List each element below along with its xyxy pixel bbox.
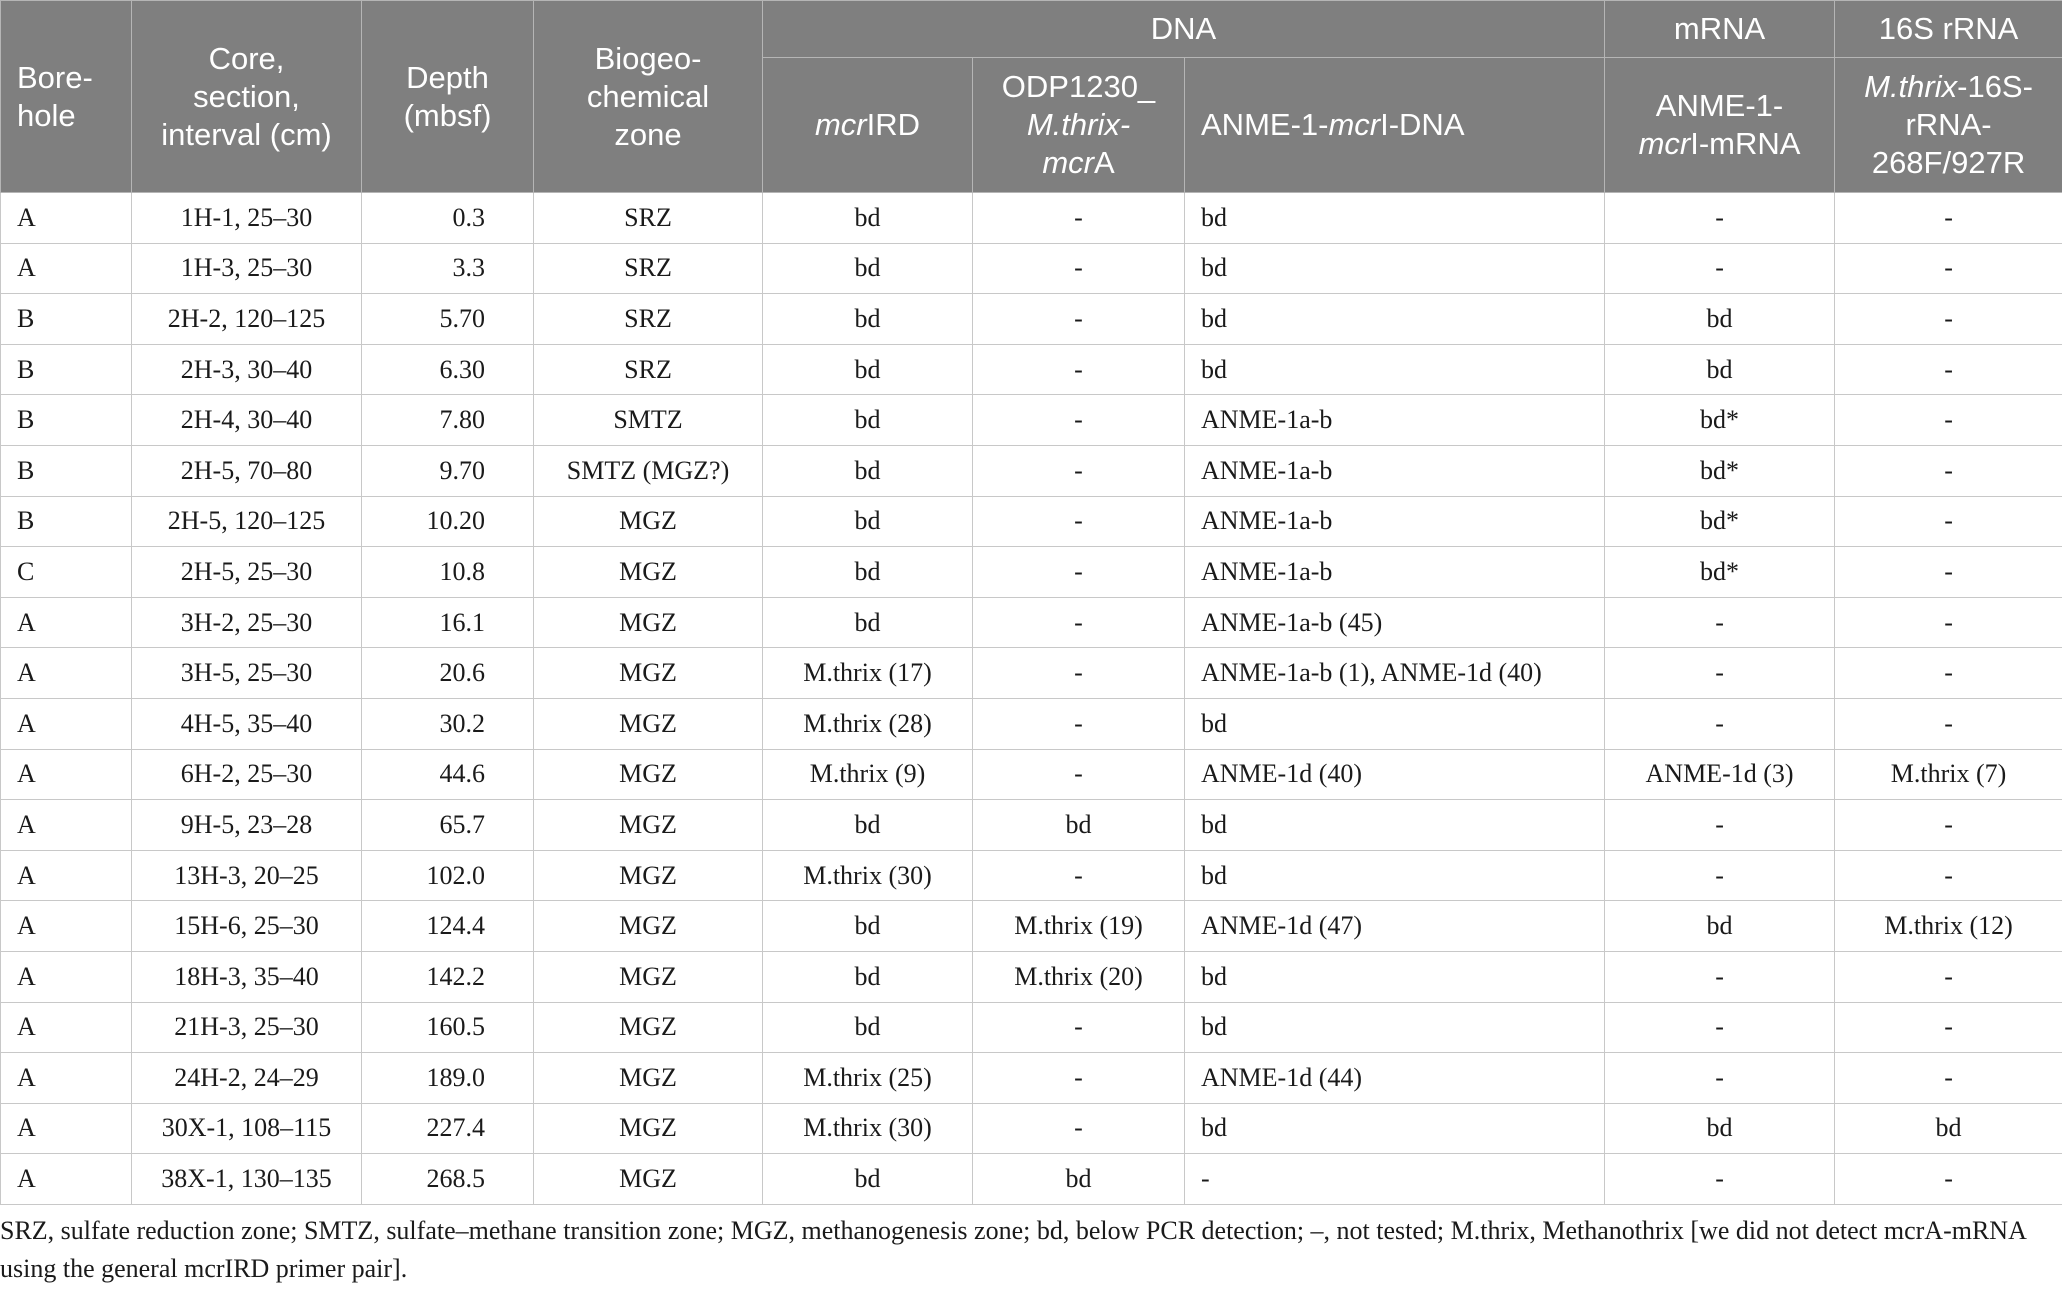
- cell-zone: MGZ: [534, 1154, 763, 1205]
- cell-mcrird: bd: [763, 344, 973, 395]
- cell-borehole: B: [1, 496, 132, 547]
- cell-borehole: B: [1, 344, 132, 395]
- cell-mthrix-16s-rrna: M.thrix (7): [1835, 749, 2062, 800]
- cell-mcrird: M.thrix (25): [763, 1053, 973, 1104]
- table-row: [1, 193, 2062, 244]
- table-row: [1, 698, 2062, 749]
- cell-borehole: A: [1, 597, 132, 648]
- header-odp1230-mthrix-mcra: ODP1230_ M.thrix- mcrA: [973, 58, 1185, 193]
- table-row: [1, 597, 2062, 648]
- cell-depth: 10.8: [362, 547, 534, 598]
- cell-zone: SRZ: [534, 344, 763, 395]
- table-row: [1, 547, 2062, 598]
- cell-mthrix-16s-rrna: -: [1835, 243, 2062, 294]
- table-row: [1, 1154, 2062, 1205]
- cell-mcrird: bd: [763, 901, 973, 952]
- cell-mthrix-16s-rrna: -: [1835, 648, 2062, 699]
- cell-borehole: A: [1, 850, 132, 901]
- cell-anme-mcri-mrna: -: [1605, 800, 1835, 851]
- cell-depth: 7.80: [362, 395, 534, 446]
- cell-mthrix-16s-rrna: -: [1835, 597, 2062, 648]
- cell-borehole: A: [1, 243, 132, 294]
- cell-borehole: A: [1, 800, 132, 851]
- cell-mthrix-16s-rrna: -: [1835, 344, 2062, 395]
- table-row: [1, 901, 2062, 952]
- cell-odp1230-mthrix-mcra: -: [973, 193, 1185, 244]
- cell-anme-mcri-mrna: -: [1605, 243, 1835, 294]
- cell-mthrix-16s-rrna: -: [1835, 294, 2062, 345]
- cell-mcrird: bd: [763, 294, 973, 345]
- cell-depth: 6.30: [362, 344, 534, 395]
- cell-zone: SRZ: [534, 193, 763, 244]
- cell-core: 38X-1, 130–135: [132, 1154, 362, 1205]
- table-row: [1, 395, 2062, 446]
- cell-anme-mcri-mrna: -: [1605, 850, 1835, 901]
- table-row: [1, 445, 2062, 496]
- cell-mthrix-16s-rrna: -: [1835, 850, 2062, 901]
- cell-core: 1H-3, 25–30: [132, 243, 362, 294]
- cell-core: 2H-4, 30–40: [132, 395, 362, 446]
- cell-odp1230-mthrix-mcra: M.thrix (20): [973, 951, 1185, 1002]
- cell-anme-mcri-dna: bd: [1185, 193, 1605, 244]
- cell-anme-mcri-mrna: -: [1605, 1053, 1835, 1104]
- cell-core: 4H-5, 35–40: [132, 698, 362, 749]
- cell-anme-mcri-dna: bd: [1185, 951, 1605, 1002]
- cell-mcrird: bd: [763, 1154, 973, 1205]
- cell-borehole: A: [1, 1053, 132, 1104]
- cell-mcrird: bd: [763, 445, 973, 496]
- table-row: [1, 749, 2062, 800]
- table-row: [1, 496, 2062, 547]
- cell-anme-mcri-mrna: ANME-1d (3): [1605, 749, 1835, 800]
- table-header: [1, 1, 2062, 193]
- cell-anme-mcri-dna: bd: [1185, 800, 1605, 851]
- cell-core: 2H-3, 30–40: [132, 344, 362, 395]
- header-anme-mcri-dna: ANME-1-mcrI-DNA: [1185, 58, 1605, 193]
- cell-mcrird: bd: [763, 395, 973, 446]
- cell-zone: MGZ: [534, 648, 763, 699]
- cell-odp1230-mthrix-mcra: -: [973, 395, 1185, 446]
- table-row: [1, 850, 2062, 901]
- cell-depth: 3.3: [362, 243, 534, 294]
- cell-borehole: A: [1, 951, 132, 1002]
- cell-depth: 189.0: [362, 1053, 534, 1104]
- cell-core: 1H-1, 25–30: [132, 193, 362, 244]
- cell-borehole: A: [1, 1154, 132, 1205]
- cell-borehole: A: [1, 749, 132, 800]
- cell-anme-mcri-dna: ANME-1a-b: [1185, 496, 1605, 547]
- cell-anme-mcri-mrna: bd*: [1605, 445, 1835, 496]
- cell-core: 15H-6, 25–30: [132, 901, 362, 952]
- cell-depth: 30.2: [362, 698, 534, 749]
- cell-depth: 16.1: [362, 597, 534, 648]
- cell-anme-mcri-mrna: bd*: [1605, 395, 1835, 446]
- cell-zone: MGZ: [534, 698, 763, 749]
- cell-mthrix-16s-rrna: -: [1835, 395, 2062, 446]
- cell-core: 3H-5, 25–30: [132, 648, 362, 699]
- cell-mcrird: M.thrix (28): [763, 698, 973, 749]
- cell-borehole: A: [1, 901, 132, 952]
- cell-anme-mcri-dna: bd: [1185, 698, 1605, 749]
- header-group-16s-rrna: 16S rRNA: [1835, 1, 2062, 58]
- header-core: Core, section, interval (cm): [132, 1, 362, 193]
- cell-anme-mcri-dna: ANME-1a-b: [1185, 395, 1605, 446]
- header-depth: Depth (mbsf): [362, 1, 534, 193]
- cell-odp1230-mthrix-mcra: -: [973, 294, 1185, 345]
- cell-mthrix-16s-rrna: -: [1835, 445, 2062, 496]
- cell-odp1230-mthrix-mcra: -: [973, 243, 1185, 294]
- cell-core: 2H-2, 120–125: [132, 294, 362, 345]
- cell-anme-mcri-mrna: bd*: [1605, 547, 1835, 598]
- cell-anme-mcri-dna: bd: [1185, 850, 1605, 901]
- cell-anme-mcri-dna: ANME-1d (47): [1185, 901, 1605, 952]
- table-row: [1, 1103, 2062, 1154]
- cell-zone: SRZ: [534, 294, 763, 345]
- cell-depth: 65.7: [362, 800, 534, 851]
- cell-anme-mcri-dna: ANME-1d (40): [1185, 749, 1605, 800]
- cell-mcrird: M.thrix (9): [763, 749, 973, 800]
- cell-depth: 160.5: [362, 1002, 534, 1053]
- cell-anme-mcri-mrna: bd: [1605, 901, 1835, 952]
- cell-mcrird: bd: [763, 496, 973, 547]
- cell-core: 2H-5, 70–80: [132, 445, 362, 496]
- cell-odp1230-mthrix-mcra: bd: [973, 1154, 1185, 1205]
- cell-mcrird: M.thrix (17): [763, 648, 973, 699]
- cell-core: 18H-3, 35–40: [132, 951, 362, 1002]
- cell-zone: MGZ: [534, 850, 763, 901]
- cell-core: 21H-3, 25–30: [132, 1002, 362, 1053]
- cell-odp1230-mthrix-mcra: -: [973, 1002, 1185, 1053]
- cell-mthrix-16s-rrna: -: [1835, 951, 2062, 1002]
- cell-odp1230-mthrix-mcra: -: [973, 547, 1185, 598]
- table-footnote: SRZ, sulfate reduction zone; SMTZ, sulfate–methane transition zone; MGZ, methanogenesis zone; bd, below PCR detection; –, not tested; M.thrix, Methanothrix [we did not detect mcrA-mRNA using the general mcrIRD primer pair].: [0, 1216, 2026, 1283]
- cell-mthrix-16s-rrna: -: [1835, 193, 2062, 244]
- table-row: [1, 243, 2062, 294]
- cell-depth: 227.4: [362, 1103, 534, 1154]
- header-anme-mcri-mrna: ANME-1- mcrI-mRNA: [1605, 58, 1835, 193]
- cell-core: 3H-2, 25–30: [132, 597, 362, 648]
- header-mthrix-16s-rrna: M.thrix-16S- rRNA- 268F/927R: [1835, 58, 2062, 193]
- table-row: [1, 951, 2062, 1002]
- header-group-mrna: mRNA: [1605, 1, 1835, 58]
- cell-depth: 10.20: [362, 496, 534, 547]
- cell-core: 2H-5, 120–125: [132, 496, 362, 547]
- cell-odp1230-mthrix-mcra: -: [973, 648, 1185, 699]
- cell-core: 13H-3, 20–25: [132, 850, 362, 901]
- cell-odp1230-mthrix-mcra: -: [973, 850, 1185, 901]
- cell-anme-mcri-mrna: -: [1605, 698, 1835, 749]
- cell-anme-mcri-mrna: -: [1605, 597, 1835, 648]
- cell-odp1230-mthrix-mcra: -: [973, 496, 1185, 547]
- cell-mcrird: bd: [763, 951, 973, 1002]
- cell-zone: SMTZ: [534, 395, 763, 446]
- cell-borehole: A: [1, 1103, 132, 1154]
- cell-mthrix-16s-rrna: -: [1835, 1053, 2062, 1104]
- cell-mcrird: bd: [763, 597, 973, 648]
- cell-anme-mcri-mrna: -: [1605, 1154, 1835, 1205]
- cell-depth: 142.2: [362, 951, 534, 1002]
- cell-odp1230-mthrix-mcra: -: [973, 445, 1185, 496]
- cell-anme-mcri-mrna: -: [1605, 648, 1835, 699]
- cell-depth: 44.6: [362, 749, 534, 800]
- cell-zone: MGZ: [534, 800, 763, 851]
- cell-anme-mcri-mrna: bd*: [1605, 496, 1835, 547]
- cell-odp1230-mthrix-mcra: -: [973, 344, 1185, 395]
- cell-zone: SMTZ (MGZ?): [534, 445, 763, 496]
- cell-core: 24H-2, 24–29: [132, 1053, 362, 1104]
- table-row: [1, 344, 2062, 395]
- cell-zone: MGZ: [534, 951, 763, 1002]
- cell-mthrix-16s-rrna: M.thrix (12): [1835, 901, 2062, 952]
- cell-anme-mcri-dna: bd: [1185, 1103, 1605, 1154]
- cell-mcrird: bd: [763, 547, 973, 598]
- cell-mcrird: bd: [763, 193, 973, 244]
- table-body: [1, 193, 2062, 1205]
- cell-anme-mcri-dna: bd: [1185, 344, 1605, 395]
- cell-zone: MGZ: [534, 496, 763, 547]
- cell-borehole: A: [1, 193, 132, 244]
- cell-zone: MGZ: [534, 547, 763, 598]
- table-row: [1, 800, 2062, 851]
- cell-anme-mcri-dna: bd: [1185, 1002, 1605, 1053]
- cell-borehole: A: [1, 1002, 132, 1053]
- cell-anme-mcri-mrna: -: [1605, 951, 1835, 1002]
- cell-anme-mcri-dna: ANME-1a-b: [1185, 445, 1605, 496]
- cell-mthrix-16s-rrna: -: [1835, 698, 2062, 749]
- cell-mcrird: M.thrix (30): [763, 850, 973, 901]
- cell-mthrix-16s-rrna: -: [1835, 1154, 2062, 1205]
- cell-mcrird: bd: [763, 800, 973, 851]
- cell-mthrix-16s-rrna: bd: [1835, 1103, 2062, 1154]
- cell-zone: SRZ: [534, 243, 763, 294]
- cell-mthrix-16s-rrna: -: [1835, 547, 2062, 598]
- cell-odp1230-mthrix-mcra: M.thrix (19): [973, 901, 1185, 952]
- cell-odp1230-mthrix-mcra: -: [973, 1053, 1185, 1104]
- cell-anme-mcri-dna: ANME-1d (44): [1185, 1053, 1605, 1104]
- table-row: [1, 294, 2062, 345]
- cell-anme-mcri-mrna: bd: [1605, 294, 1835, 345]
- cell-depth: 102.0: [362, 850, 534, 901]
- cell-borehole: A: [1, 648, 132, 699]
- table-row: [1, 1053, 2062, 1104]
- cell-anme-mcri-dna: ANME-1a-b: [1185, 547, 1605, 598]
- cell-anme-mcri-mrna: -: [1605, 193, 1835, 244]
- cell-zone: MGZ: [534, 1053, 763, 1104]
- cell-core: 9H-5, 23–28: [132, 800, 362, 851]
- table-row: [1, 1002, 2062, 1053]
- cell-depth: 20.6: [362, 648, 534, 699]
- cell-borehole: B: [1, 294, 132, 345]
- cell-borehole: A: [1, 698, 132, 749]
- cell-borehole: C: [1, 547, 132, 598]
- cell-depth: 5.70: [362, 294, 534, 345]
- table-row: [1, 648, 2062, 699]
- header-zone: Biogeo- chemical zone: [534, 1, 763, 193]
- cell-depth: 9.70: [362, 445, 534, 496]
- cell-core: 30X-1, 108–115: [132, 1103, 362, 1154]
- cell-mcrird: M.thrix (30): [763, 1103, 973, 1154]
- cell-zone: MGZ: [534, 1002, 763, 1053]
- cell-zone: MGZ: [534, 597, 763, 648]
- cell-anme-mcri-dna: -: [1185, 1154, 1605, 1205]
- cell-zone: MGZ: [534, 901, 763, 952]
- cell-depth: 0.3: [362, 193, 534, 244]
- cell-anme-mcri-dna: ANME-1a-b (45): [1185, 597, 1605, 648]
- header-group-dna: DNA: [763, 1, 1605, 58]
- cell-anme-mcri-dna: ANME-1a-b (1), ANME-1d (40): [1185, 648, 1605, 699]
- cell-zone: MGZ: [534, 1103, 763, 1154]
- cell-zone: MGZ: [534, 749, 763, 800]
- cell-anme-mcri-dna: bd: [1185, 294, 1605, 345]
- cell-odp1230-mthrix-mcra: bd: [973, 800, 1185, 851]
- cell-anme-mcri-dna: bd: [1185, 243, 1605, 294]
- cell-mcrird: bd: [763, 1002, 973, 1053]
- cell-mcrird: bd: [763, 243, 973, 294]
- cell-mthrix-16s-rrna: -: [1835, 496, 2062, 547]
- cell-mthrix-16s-rrna: -: [1835, 1002, 2062, 1053]
- cell-mthrix-16s-rrna: -: [1835, 800, 2062, 851]
- cell-anme-mcri-mrna: bd: [1605, 1103, 1835, 1154]
- header-borehole: Bore- hole: [1, 1, 132, 193]
- cell-anme-mcri-mrna: bd: [1605, 344, 1835, 395]
- cell-odp1230-mthrix-mcra: -: [973, 1103, 1185, 1154]
- cell-borehole: B: [1, 445, 132, 496]
- cell-odp1230-mthrix-mcra: -: [973, 698, 1185, 749]
- cell-core: 6H-2, 25–30: [132, 749, 362, 800]
- cell-depth: 124.4: [362, 901, 534, 952]
- cell-core: 2H-5, 25–30: [132, 547, 362, 598]
- cell-borehole: B: [1, 395, 132, 446]
- cell-odp1230-mthrix-mcra: -: [973, 597, 1185, 648]
- header-mcrird: mcrIRD: [763, 58, 973, 193]
- cell-anme-mcri-mrna: -: [1605, 1002, 1835, 1053]
- cell-depth: 268.5: [362, 1154, 534, 1205]
- cell-odp1230-mthrix-mcra: -: [973, 749, 1185, 800]
